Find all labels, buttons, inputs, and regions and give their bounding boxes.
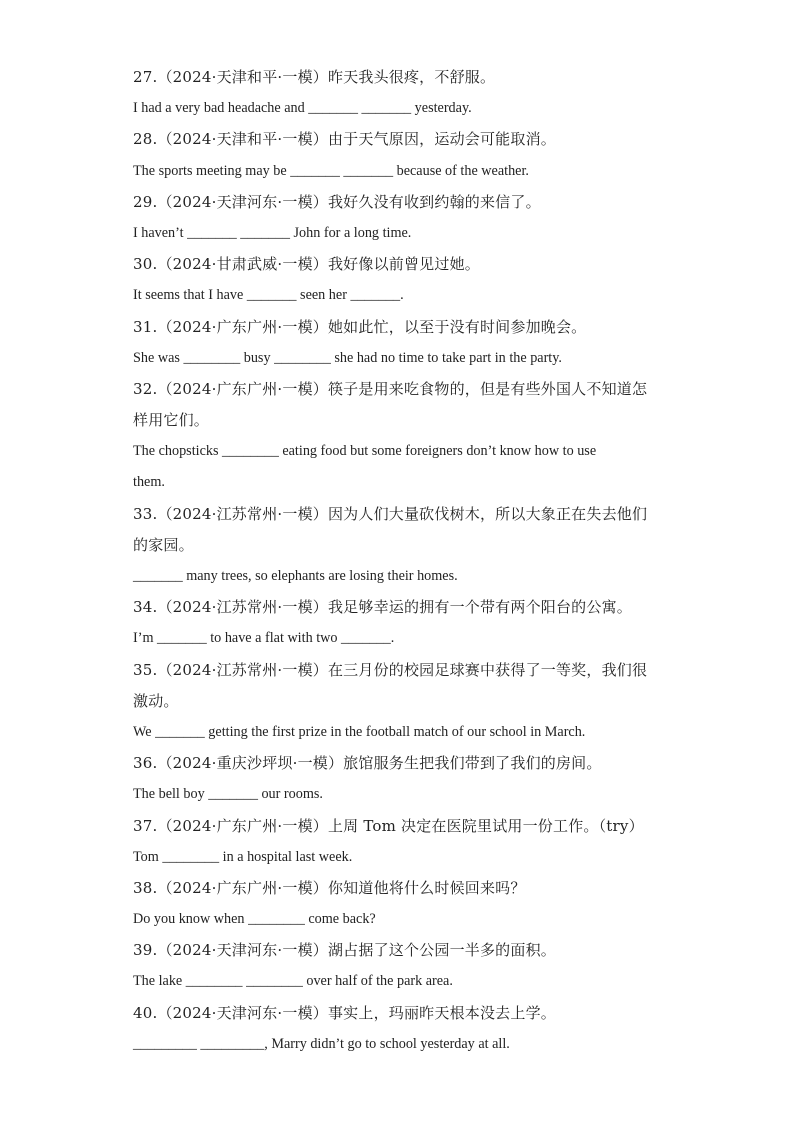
answer-line: The sports meeting may be _______ _______ because of the weather. (133, 162, 529, 179)
question-prompt: 34.（2024·江苏常州·一模）我足够幸运的拥有一个带有两个阳台的公寓。 (133, 598, 632, 617)
answer-line: Do you know when ________ come back? (133, 911, 376, 928)
question-prompt: 32.（2024·广东广州·一模）筷子是用来吃食物的，但是有些外国人不知道怎 (133, 379, 648, 398)
question-prompt: 30.（2024·甘肃武威·一模）我好像以前曾见过她。 (133, 255, 480, 274)
answer-line: I haven’t _______ _______ John for a long time. (133, 224, 412, 241)
answer-line: We _______ getting the first prize in the football match of our school in March. (133, 723, 586, 740)
answer-line: _________ _________, Marry didn’t go to school yesterday at all. (133, 1035, 510, 1052)
question-prompt-continued: 激动。 (133, 691, 179, 710)
answer-line: Tom ________ in a hospital last week. (133, 848, 353, 865)
question-prompt: 38.（2024·广东广州·一模）你知道他将什么时候回来吗？ (133, 878, 526, 897)
answer-line: The chopsticks ________ eating food but some foreigners don’t know how to use (133, 443, 597, 460)
answer-line: _______ many trees, so elephants are losing their homes. (133, 568, 458, 584)
answer-line: It seems that I have _______ seen her _______. (133, 287, 404, 304)
answer-line: She was ________ busy ________ she had no time to take part in the party. (133, 349, 562, 366)
question-prompt: 39.（2024·天津河东·一模）湖占据了这个公园一半多的面积。 (133, 941, 556, 960)
question-prompt: 29.（2024·天津河东·一模）我好久没有收到约翰的来信了。 (133, 192, 541, 211)
question-prompt: 40.（2024·天津河东·一模）事实上，玛丽昨天根本没去上学。 (133, 1003, 556, 1022)
question-prompt: 33.（2024·江苏常州·一模）因为人们大量砍伐树木，所以大象正在失去他们 (133, 504, 648, 523)
question-prompt: 35.（2024·江苏常州·一模）在三月份的校园足球赛中获得了一等奖，我们很 (133, 660, 648, 679)
answer-line: The bell boy _______ our rooms. (133, 786, 323, 803)
question-prompt-continued: 样用它们。 (133, 411, 210, 430)
answer-line: I had a very bad headache and _______ _______ yesterday. (133, 100, 472, 117)
question-prompt: 27.（2024·天津和平·一模）昨天我头很疼，不舒服。 (133, 68, 496, 86)
question-prompt-continued: 的家园。 (133, 535, 194, 554)
question-prompt: 36.（2024·重庆沙坪坝·一模）旅馆服务生把我们带到了我们的房间。 (133, 754, 602, 773)
question-prompt: 28.（2024·天津和平·一模）由于天气原因，运动会可能取消。 (133, 130, 556, 149)
answer-line: I’m _______ to have a flat with two _______. (133, 630, 395, 647)
question-prompt: 31.（2024·广东广州·一模）她如此忙，以至于没有时间参加晚会。 (133, 317, 587, 336)
exercise-page (133, 62, 673, 1060)
question-prompt: 37.（2024·广东广州·一模）上周 Tom 决定在医院里试用一份工作。（try） (133, 816, 644, 835)
answer-line: The lake ________ ________ over half of the park area. (133, 973, 453, 990)
answer-line-continued: them. (133, 474, 165, 491)
